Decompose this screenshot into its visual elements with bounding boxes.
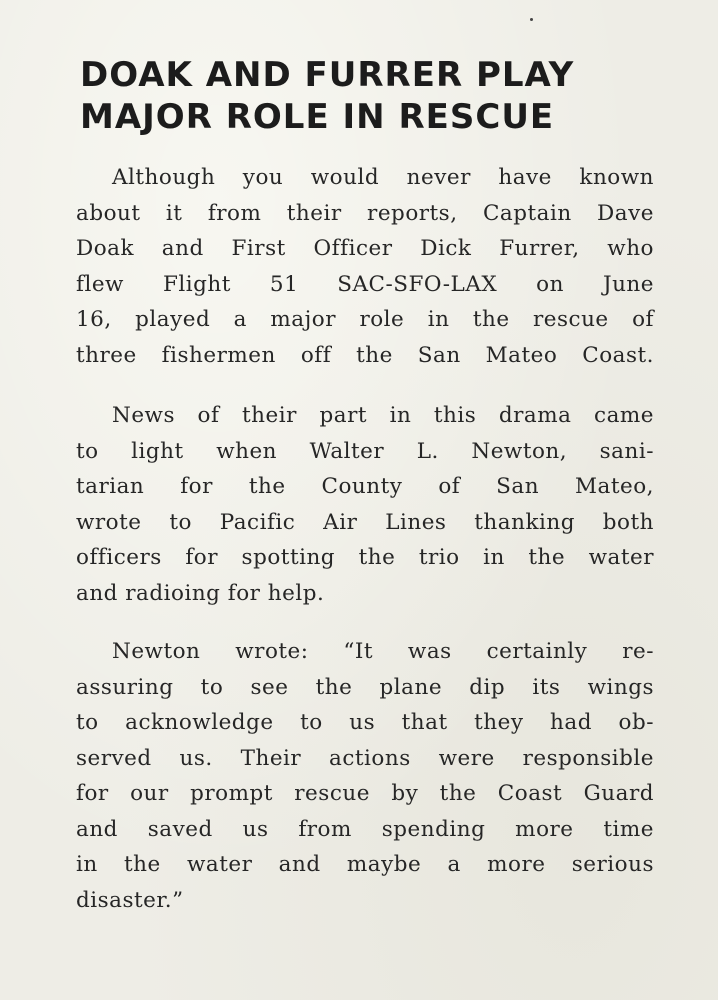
headline-line: DOAK AND FURRER PLAY bbox=[80, 55, 575, 95]
paragraph-line: tarian for the County of San Mateo, bbox=[76, 474, 654, 499]
paragraph-line: three fishermen off the San Mateo Coast. bbox=[76, 342, 654, 368]
paragraph-line: 16, played a major role in the rescue of bbox=[76, 307, 654, 332]
paragraph-line: Doak and First Officer Dick Furrer, who bbox=[76, 236, 654, 261]
paragraph-line: served us. Their actions were responsible bbox=[76, 745, 654, 771]
paragraph-line: about it from their reports, Captain Dave bbox=[76, 200, 654, 226]
article-headline bbox=[80, 54, 640, 138]
paragraph-line: assuring to see the plane dip its wings bbox=[76, 674, 654, 700]
paragraph-line: disaster.” bbox=[76, 887, 184, 913]
paragraph-line: and radioing for help. bbox=[76, 580, 325, 606]
paragraph-line: Newton wrote: “It was certainly re- bbox=[112, 639, 654, 664]
paragraph-line: wrote to Pacific Air Lines thanking both bbox=[76, 509, 654, 535]
paragraph-line: for our prompt rescue by the Coast Guard bbox=[76, 781, 654, 806]
paragraph-line: and saved us from spending more time bbox=[76, 816, 654, 842]
paragraph-line: Although you would never have known bbox=[112, 165, 654, 190]
paragraph-line: to acknowledge to us that they had ob- bbox=[76, 710, 654, 735]
paragraph-line: flew Flight 51 SAC-SFO-LAX on June bbox=[76, 271, 654, 297]
paragraph-line: to light when Walter L. Newton, sani- bbox=[76, 438, 654, 464]
article-paragraph-3 bbox=[76, 634, 654, 918]
paragraph-line: officers for spotting the trio in the water bbox=[76, 545, 654, 570]
article-paragraph-2 bbox=[76, 398, 654, 611]
headline-line: MAJOR ROLE IN RESCUE bbox=[80, 97, 555, 137]
ink-speck bbox=[530, 18, 533, 21]
article-paragraph-1 bbox=[76, 160, 654, 373]
paragraph-line: News of their part in this drama came bbox=[112, 403, 654, 428]
paragraph-line: in the water and maybe a more serious bbox=[76, 852, 654, 877]
